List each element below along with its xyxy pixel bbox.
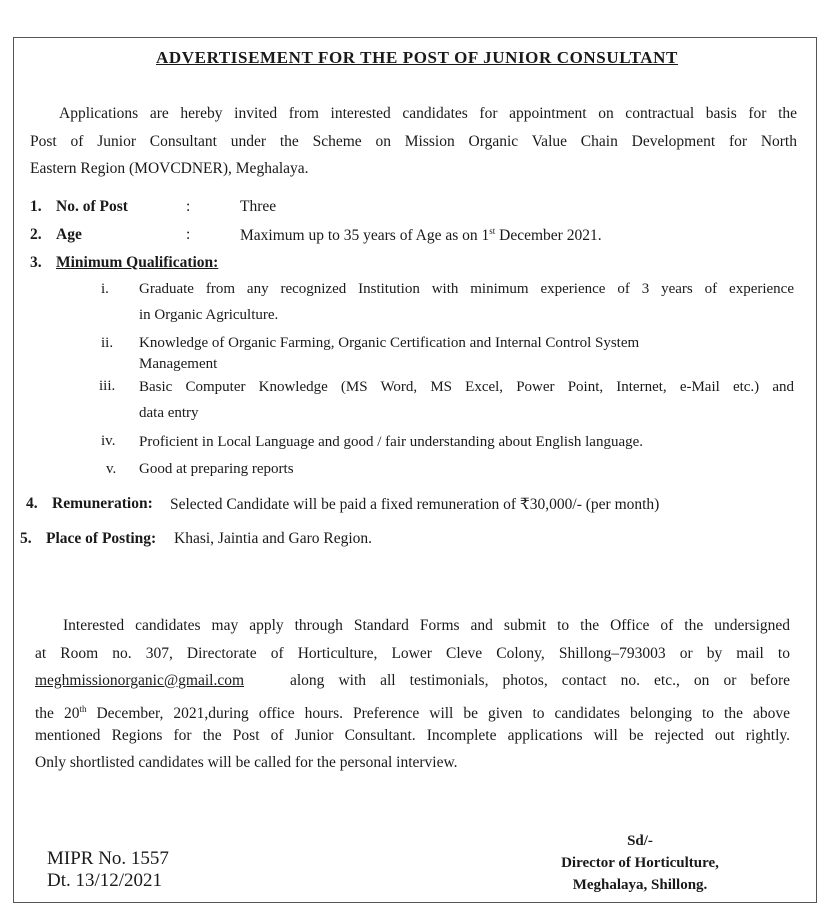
remuneration-label: Remuneration: xyxy=(52,495,153,512)
age-colon: : xyxy=(186,226,191,243)
document-title: ADVERTISEMENT FOR THE POST OF JUNIOR CONSULTANT xyxy=(156,48,678,67)
mipr-date: Dt. 13/12/2021 xyxy=(47,870,163,891)
qualification-text: Graduate from any recognized Institution with minimum experience of 3 years of experience xyxy=(139,281,794,297)
qualification-roman: i. xyxy=(101,281,109,297)
apply-line-1: Interested candidates may apply through Standard Forms and submit to the Office of the undersigned xyxy=(63,617,790,634)
qualification-text: Knowledge of Organic Farming, Organic Certification and Internal Control System xyxy=(139,335,640,351)
qualification-label: Minimum Qualification: xyxy=(56,254,219,271)
qualification-roman: iii. xyxy=(99,378,116,394)
item-number: 1. xyxy=(30,198,42,215)
qualification-text: Good at preparing reports xyxy=(139,461,294,477)
post-value: Three xyxy=(240,198,277,215)
posting-value: Khasi, Jaintia and Garo Region. xyxy=(174,530,373,547)
signatory-title: Director of Horticulture, xyxy=(561,855,719,871)
age-value: Maximum up to 35 years of Age as on 1st December 2021. xyxy=(240,226,602,244)
post-colon: : xyxy=(186,198,191,215)
apply-line-3: along with all testimonials, photos, contact no. etc., on or before xyxy=(290,672,790,689)
mipr-number: MIPR No. 1557 xyxy=(47,848,169,869)
signature-sd: Sd/- xyxy=(627,833,653,849)
item-number: 5. xyxy=(20,530,32,547)
email-link[interactable]: meghmissionorganic@gmail.com xyxy=(35,672,245,689)
age-label: Age xyxy=(56,226,82,243)
qualification-text: Management xyxy=(139,356,218,372)
qualification-text: data entry xyxy=(139,405,199,421)
apply-line-6: Only shortlisted candidates will be called for the personal interview. xyxy=(35,754,458,771)
qualification-text: in Organic Agriculture. xyxy=(139,307,279,323)
item-number: 4. xyxy=(26,495,38,512)
qualification-text: Basic Computer Knowledge (MS Word, MS Excel, Power Point, Internet, e-Mail etc.) and xyxy=(139,379,794,395)
intro-line-2: Post of Junior Consultant under the Scheme on Mission Organic Value Chain Development for North xyxy=(30,133,797,150)
apply-line-2: at Room no. 307, Directorate of Horticulture, Lower Cleve Colony, Shillong–793003 or by mail to xyxy=(35,645,790,662)
qualification-roman: iv. xyxy=(101,433,116,449)
remuneration-value: Selected Candidate will be paid a fixed remuneration of ₹30,000/- (per month) xyxy=(170,496,660,513)
item-number: 2. xyxy=(30,226,42,243)
signatory-place: Meghalaya, Shillong. xyxy=(572,877,708,893)
qualification-roman: v. xyxy=(106,461,117,477)
post-label: No. of Post xyxy=(56,198,128,215)
intro-line-1: Applications are hereby invited from interested candidates for appointment on contractual basis for the xyxy=(59,105,797,122)
item-number: 3. xyxy=(30,254,42,271)
qualification-roman: ii. xyxy=(101,335,114,351)
posting-label: Place of Posting: xyxy=(46,530,157,547)
apply-line-5: mentioned Regions for the Post of Junior Consultant. Incomplete applications will be rejected out rightly. xyxy=(35,727,790,744)
apply-line-4: the 20th December, 2021,during office hours. Preference will be given to candidates belonging to the above xyxy=(35,704,790,722)
qualification-text: Proficient in Local Language and good / fair understanding about English language. xyxy=(139,434,644,450)
intro-line-3: Eastern Region (MOVCDNER), Meghalaya. xyxy=(30,160,309,177)
